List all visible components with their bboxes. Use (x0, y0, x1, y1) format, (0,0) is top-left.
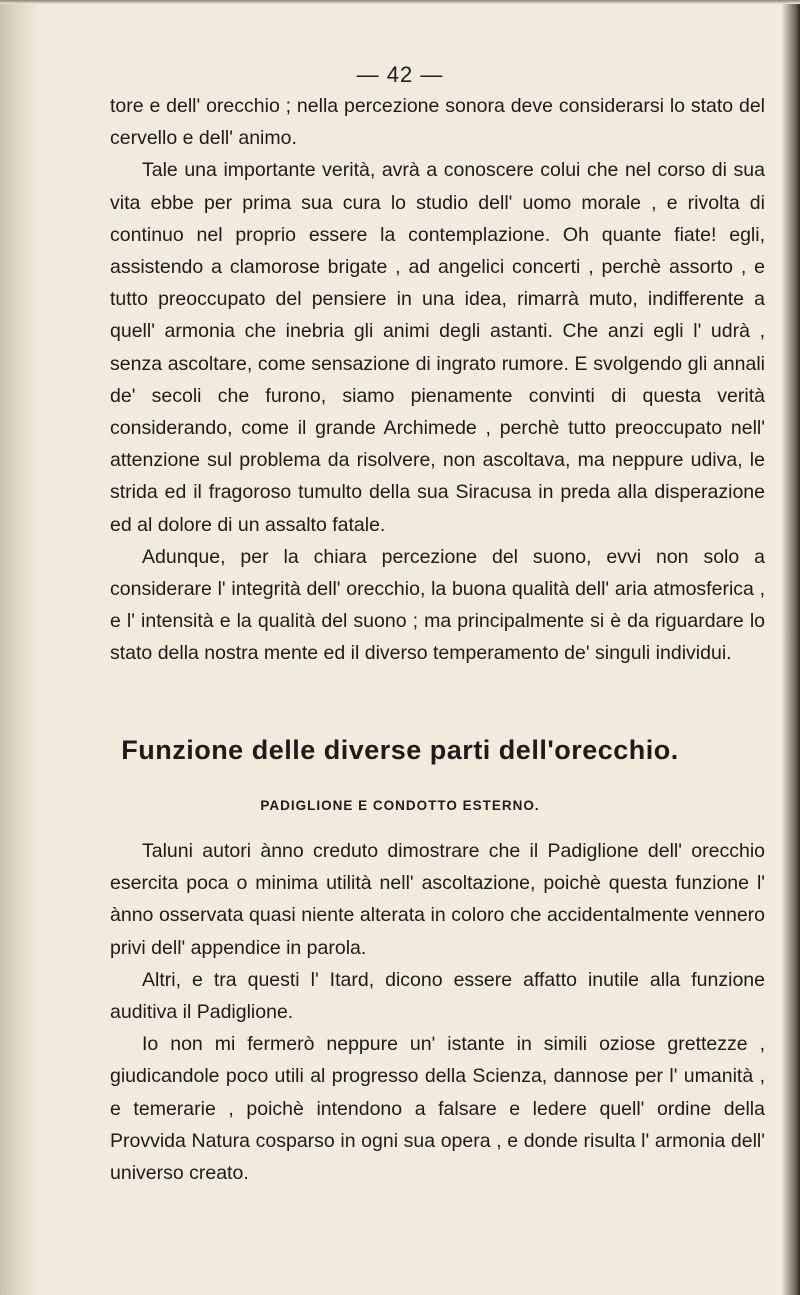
intro-text (110, 90, 765, 670)
section-title: Funzione delle diverse parti dell'orecchio. (121, 735, 679, 765)
section-paragraph-3: Io non mi fermerò neppure un' istante in simili oziose grettezze , giudicandole poco utili al progresso della Scienza, dannose per l' umanità , e temerarie , poichè intendono a falsare e ledere quell' ordine della Provvida Natura cosparso in ogni sua opera , e donde risulta l' armonia dell' universo creato. (110, 1033, 765, 1185)
page-number: — 42 — (356, 62, 444, 87)
section-text (110, 835, 765, 1189)
intro-paragraph-2: Tale una importante verità, avrà a conoscere colui che nel corso di sua vita ebbe per prima sua cura lo studio dell' uomo morale , e rivolta di continuo nel proprio essere la contemplazione. Oh quante fiate! egli, assistendo a clamorose brigate , ad angelici concerti , perchè assorto , e tutto preoccupato del pensiere in una idea, rimarrà muto, indifferente a quell' armonia che inebria gli animi degli astanti. Che anzi egli l' udrà , senza ascoltare, come sensazione di ingrato rumore. E svolgendo gli annali de' secoli che furono, siamo pienamente convinti di questa verità considerando, come il grande Archimede , perchè tutto preoccupato nell' attenzione sul problema da risolvere, non ascoltava, ma neppure udiva, le strida ed il fragoroso tumulto della sua Siracusa in preda alla disperazione ed al dolore di un assalto fatale. (110, 159, 765, 536)
section-paragraph-2: Altri, e tra questi l' Itard, dicono essere affatto inutile alla funzione auditiva il Padiglione. (110, 968, 765, 1024)
section-subtitle: PADIGLIONE E CONDOTTO ESTERNO. (260, 798, 540, 813)
intro-paragraph-3: Adunque, per la chiara percezione del suono, evvi non solo a considerare l' integrità dell' orecchio, la buona qualità dell' aria atmosferica , e l' intensità e la qualità del suono ; ma principalmente si è da riguardare lo stato della nostra mente ed il diverso temperamento de' singuli individui. (110, 545, 765, 665)
page-edge-shadow (782, 0, 800, 1295)
section-paragraph-1: Taluni autori ànno creduto dimostrare che il Padiglione dell' orecchio esercita poca o minima utilità nell' ascoltazione, poichè questa funzione l' ànno osservata quasi niente alterata in coloro che accidentalmente vennero privi dell' appendice in parola. (110, 840, 765, 959)
page-top-edge (0, 0, 800, 4)
page-binding-shadow (0, 0, 40, 1295)
intro-paragraph-1: tore e dell' orecchio ; nella percezione sonora deve considerarsi lo stato del cervello e dell' animo. (110, 95, 765, 150)
